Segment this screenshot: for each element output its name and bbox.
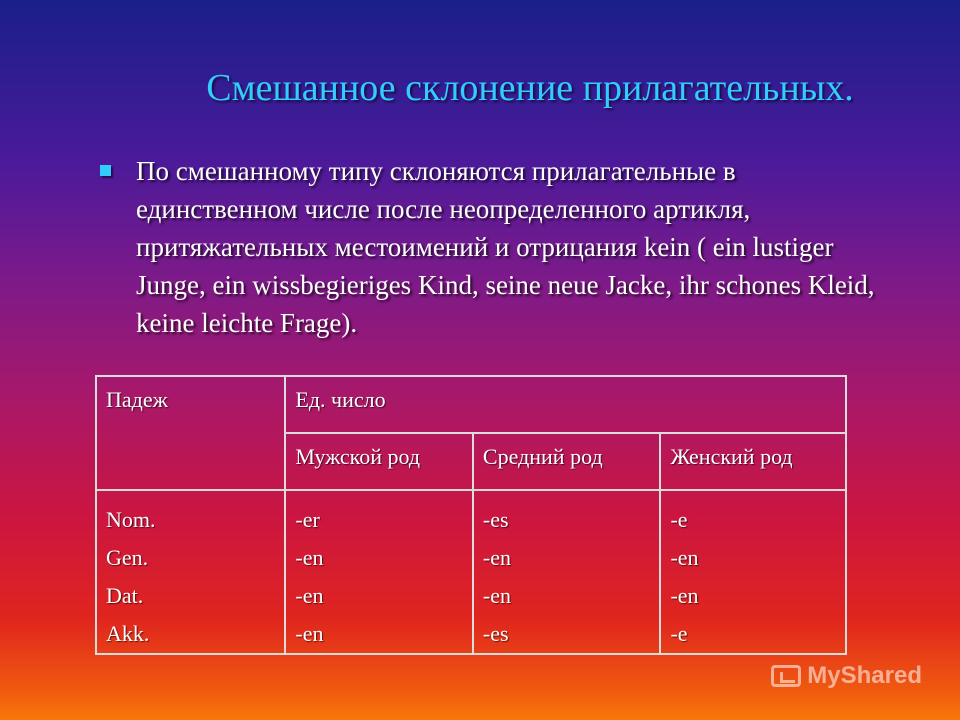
feminine-nom: -e xyxy=(670,507,688,532)
feminine-akk: -e xyxy=(670,621,688,646)
feminine-header: Женский род xyxy=(660,433,846,490)
masculine-dat: -en xyxy=(295,583,324,608)
case-dat: Dat. xyxy=(106,583,144,608)
case-akk: Akk. xyxy=(106,621,150,646)
slide-title: Смешанное склонение прилагательных. xyxy=(206,67,854,109)
feminine-column xyxy=(660,490,846,654)
bullet-item xyxy=(100,152,900,342)
watermark-text: MyShared xyxy=(807,662,922,689)
masculine-gen: -en xyxy=(295,545,324,570)
feminine-gen: -en xyxy=(670,545,699,570)
declension-table xyxy=(95,375,847,655)
masculine-nom: -er xyxy=(295,507,320,532)
number-header: Ед. число xyxy=(285,376,846,433)
bullet-text: По смешанному типу склоняются прилагательные в единственном числе после неопределенного артикля, притяжательных местоимений и отрицания kein ( ein lustiger Junge, ein wissbegieriges Kind, seine neue Jacke, ihr schones Kleid, keine leichte Frage). xyxy=(136,156,875,338)
masculine-column xyxy=(285,490,473,654)
feminine-dat: -en xyxy=(670,583,699,608)
square-bullet-icon xyxy=(100,165,111,176)
myshared-logo-icon xyxy=(771,665,801,687)
case-header: Падеж xyxy=(96,376,285,490)
neuter-column xyxy=(473,490,661,654)
myshared-watermark xyxy=(771,662,922,690)
case-gen: Gen. xyxy=(106,545,149,570)
neuter-dat: -en xyxy=(482,583,512,608)
masculine-header: Мужской род xyxy=(285,433,473,490)
neuter-gen: -en xyxy=(482,545,512,570)
neuter-nom: -es xyxy=(482,507,509,532)
masculine-akk: -en xyxy=(295,621,324,646)
case-column xyxy=(96,490,285,654)
neuter-akk: -es xyxy=(482,621,509,646)
neuter-header: Средний род xyxy=(473,433,661,490)
case-nom: Nom. xyxy=(106,507,156,532)
